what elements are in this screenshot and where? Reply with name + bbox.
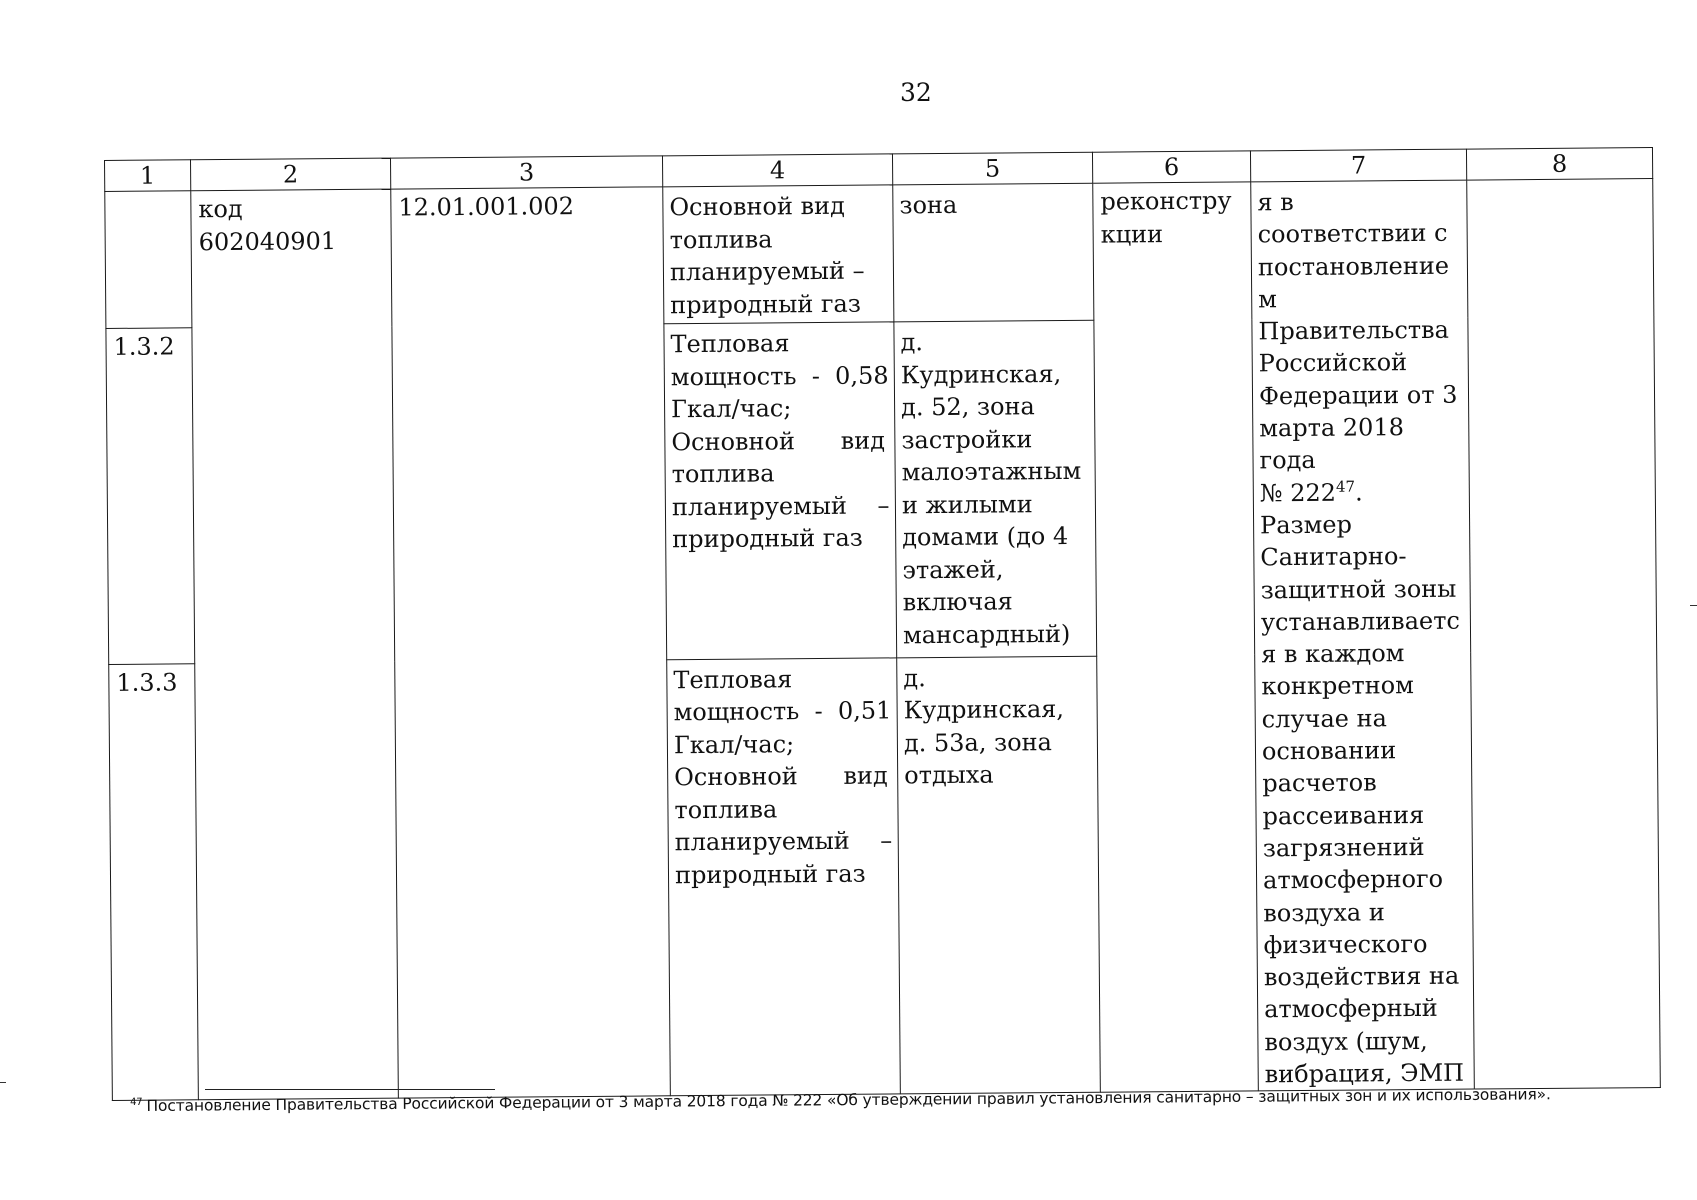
text-line: д. (903, 664, 926, 693)
text-line: Гкал/час; (673, 730, 795, 760)
text-line: расчетов (1262, 768, 1377, 798)
text-line: мощность - 0,58 (670, 361, 889, 392)
text-line: вибрация, ЭМП (1264, 1058, 1465, 1089)
header-cell: 4 (662, 154, 892, 187)
text-line: включая (902, 587, 1013, 617)
text-line: Размер (1259, 510, 1352, 540)
text-line: мансардный) (902, 619, 1071, 650)
row-id-cell (105, 191, 192, 329)
text-line: Основной вид (671, 426, 886, 457)
text-line: д. 52, зона (900, 392, 1035, 422)
text-line: конкретном (1261, 671, 1414, 701)
text-line: Тепловая (673, 665, 793, 695)
text-line: м (1258, 285, 1277, 314)
row-id-cell: 1.3.2 (106, 328, 195, 664)
text-line: застройки (901, 425, 1033, 455)
text-line: атмосферный (1264, 994, 1438, 1024)
empty-cell (1467, 179, 1661, 1090)
text-line: отдыха (904, 761, 994, 790)
text-line: я в (1257, 188, 1294, 217)
text-line: домами (до 4 (902, 522, 1069, 552)
header-cell: 3 (390, 156, 662, 189)
header-cell: 6 (1092, 151, 1250, 183)
location-cell (893, 183, 1094, 322)
text-line: защитной зоны (1260, 574, 1457, 604)
text-line: планируемый – (671, 491, 890, 522)
text-line: Федерации от 3 (1258, 380, 1458, 411)
footnote-marker: 47 (1335, 477, 1356, 496)
text-line: природный газ (674, 859, 866, 890)
footnote-number: 47 (130, 1096, 143, 1108)
text-line: топлива (669, 224, 773, 254)
text-line: основании (1261, 736, 1397, 766)
text-line: устанавливаетс (1260, 606, 1460, 637)
text-line: д. (900, 328, 924, 357)
text-line: Санитарно- (1260, 542, 1407, 572)
data-table (104, 147, 1661, 1101)
parameters-cell (664, 322, 897, 660)
text-line: Кудринская, (903, 695, 1065, 725)
text-line: природный газ (670, 289, 861, 319)
text-line: постановление (1257, 251, 1450, 281)
header-cell: 1 (105, 160, 191, 192)
text-line: планируемый – (669, 256, 865, 287)
text-line: топлива (671, 459, 775, 489)
text-fragment: № 222 (1259, 478, 1337, 508)
header-cell: 8 (1466, 148, 1652, 181)
status-cell (1093, 182, 1259, 1093)
scan-edge-mark (1690, 605, 1697, 606)
text-line: этажей, (902, 555, 1004, 585)
text-line: Кудринская, (900, 359, 1062, 390)
text-line: и жилыми (901, 490, 1033, 520)
text-fragment: . (1354, 478, 1363, 507)
notes-cell (1251, 180, 1475, 1091)
text-line: воздух (шум, (1264, 1026, 1428, 1057)
header-cell: 7 (1250, 149, 1466, 182)
text-line: Правительства (1258, 315, 1450, 346)
text-line: малоэтажным (901, 457, 1082, 487)
text-line: соответствии с (1257, 219, 1448, 249)
text-line: природный газ (672, 523, 863, 554)
code-cell: код 602040901 (191, 189, 399, 1100)
text-line: реконстру (1100, 186, 1232, 216)
text-line: рассеивания (1262, 800, 1425, 830)
text-line: загрязнений (1262, 832, 1425, 863)
parameters-cell (663, 185, 894, 324)
text-line: воздуха и (1263, 897, 1385, 927)
text-line: топлива (674, 795, 778, 825)
text-line: планируемый – (674, 826, 893, 857)
text-line: Гкал/час; (670, 394, 792, 424)
text-line: физического (1263, 929, 1428, 960)
text-line: Российской (1258, 348, 1408, 378)
text-line: марта 2018 года (1259, 413, 1405, 475)
table-row (105, 179, 1654, 329)
header-cell: 2 (191, 158, 391, 191)
text-line: д. 53а, зона (903, 728, 1053, 758)
text-line: Основной вид (674, 761, 888, 792)
page-number: 32 (900, 78, 932, 107)
footnote-separator (205, 1089, 495, 1090)
header-cell: 5 (892, 152, 1092, 185)
text-line: Тепловая (670, 329, 790, 359)
location-cell (897, 656, 1101, 1094)
parameters-cell (667, 658, 901, 1096)
text-line: случае на (1261, 704, 1387, 734)
text-line: Основной вид (669, 191, 845, 222)
footnote-ref-line (1260, 475, 1464, 509)
location-cell (894, 321, 1097, 658)
text-line: воздействия на (1263, 961, 1460, 992)
text-line: атмосферного (1262, 865, 1444, 895)
registry-code-cell: 12.01.001.002 (391, 187, 671, 1099)
text-line: я в каждом (1261, 639, 1405, 669)
text-line: кции (1100, 219, 1164, 249)
scan-edge-mark (0, 1082, 6, 1083)
footnote-text: Постановление Правительства Российской Федерации от 3 марта 2018 года № 222 «Об утверждении правил установления санитарно – защитных зон и их использования». (146, 1085, 1551, 1116)
text-line: зона (899, 190, 958, 220)
row-id-cell: 1.3.3 (109, 664, 199, 1101)
text-line: мощность - 0,51 (673, 696, 892, 727)
